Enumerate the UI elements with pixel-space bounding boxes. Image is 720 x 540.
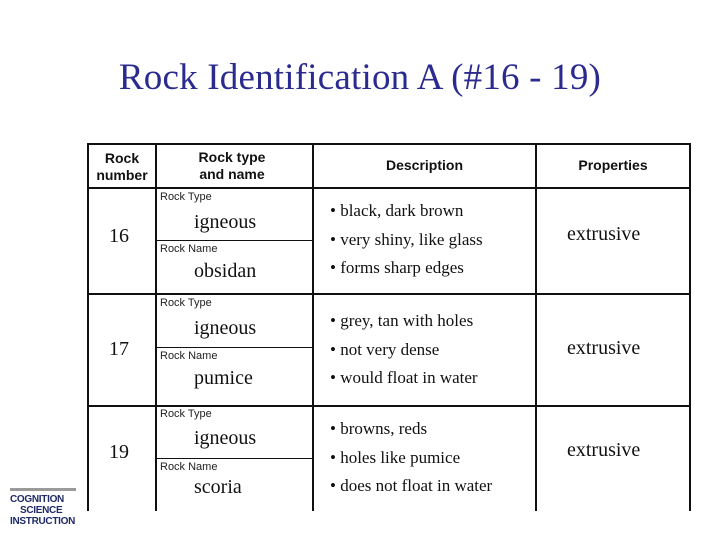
- slide-title: Rock Identification A (#16 - 19): [118, 57, 602, 98]
- description-item: • not very dense: [330, 339, 440, 359]
- table-border-right: [689, 143, 691, 511]
- rock-number-19: 19: [109, 441, 129, 463]
- table-border-top: [87, 143, 691, 145]
- logo-line: INSTRUCTION: [10, 516, 76, 527]
- header-rock-type-name: Rock type and name: [198, 149, 266, 182]
- type-name-divider: [157, 347, 312, 348]
- row-divider: [87, 405, 691, 407]
- rock-table: [87, 143, 691, 511]
- rock-name-value: scoria: [194, 476, 242, 498]
- rock-number-17: 17: [109, 338, 129, 360]
- description-list: [330, 307, 478, 393]
- type-name-divider: [157, 458, 312, 459]
- column-divider: [535, 143, 537, 511]
- rock-type-value: igneous: [194, 317, 257, 339]
- logo-bar: [10, 488, 76, 491]
- description-item: • grey, tan with holes: [330, 311, 474, 330]
- rock-name-value: pumice: [194, 367, 253, 389]
- description-item: • holes like pumice: [330, 447, 461, 467]
- description-list: [330, 197, 483, 283]
- header-description: Description: [385, 157, 463, 173]
- rock-number-16: 16: [109, 225, 129, 247]
- rock-type-value: igneous: [194, 427, 257, 449]
- rock-name-value: obsidan: [194, 260, 257, 282]
- rock-name-label: Rock Name: [160, 243, 218, 255]
- header-properties: Properties: [578, 157, 648, 173]
- rock-name-label: Rock Name: [160, 461, 218, 473]
- rock-name-label: Rock Name: [160, 350, 218, 362]
- rock-type-label: Rock Type: [160, 408, 212, 420]
- property-value: extrusive: [567, 439, 641, 461]
- column-divider: [312, 143, 314, 511]
- description-list: [330, 415, 492, 501]
- type-name-divider: [157, 240, 312, 241]
- description-item: • browns, reds: [330, 419, 428, 438]
- description-item: • would float in water: [330, 368, 478, 387]
- description-item: • does not float in water: [330, 476, 493, 495]
- property-value: extrusive: [567, 223, 641, 245]
- description-item: • very shiny, like glass: [330, 229, 483, 249]
- column-divider: [155, 143, 157, 511]
- property-value: extrusive: [567, 337, 641, 359]
- logo-line: COGNITION: [10, 494, 64, 505]
- rock-type-label: Rock Type: [160, 191, 212, 203]
- logo-line: SCIENCE: [20, 505, 63, 516]
- table-border-left: [87, 143, 89, 511]
- rock-type-value: igneous: [194, 211, 257, 233]
- header-rock-number: Rock number: [96, 150, 148, 183]
- cognition-science-instruction-logo: [10, 488, 76, 527]
- description-item: • black, dark brown: [330, 201, 464, 220]
- rock-type-label: Rock Type: [160, 297, 212, 309]
- header-divider: [87, 187, 691, 189]
- row-divider: [87, 293, 691, 295]
- description-item: • forms sharp edges: [330, 258, 464, 277]
